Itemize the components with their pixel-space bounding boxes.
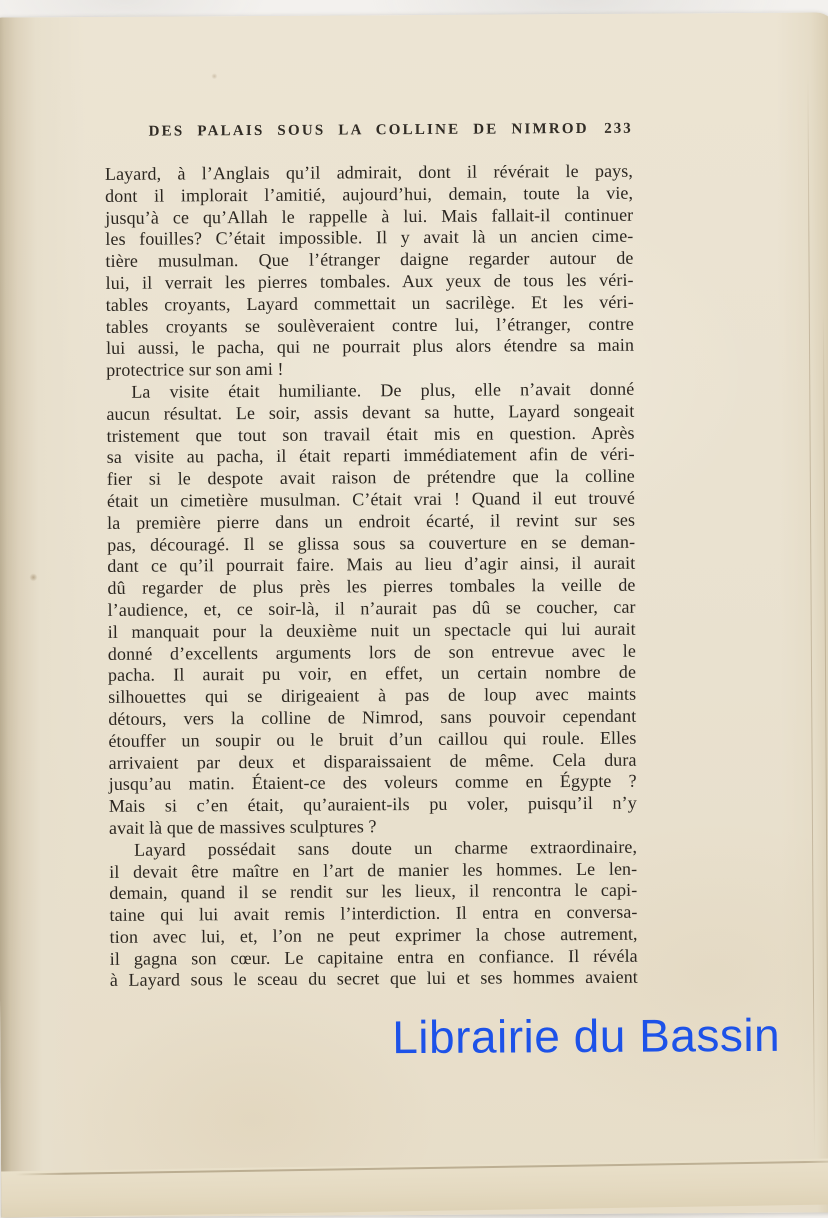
text-line: tière musulman. Que l’étranger daigne regarder autour de xyxy=(105,247,634,272)
text-line: détours, vers la colline de Nimrod, sans pouvoir cependant xyxy=(108,705,637,729)
text-line: jusqu’à ce qu’Allah le rappelle à lui. Mais fallait-il continuer xyxy=(105,204,634,228)
text-line: avait là que de massives sculptures ? xyxy=(108,816,377,838)
text-line: à Layard sous le sceau du secret que lui et ses hommes avaient xyxy=(109,967,638,991)
text-line: était un cimetière musulman. C’était vrai ! Quand il eut trouvé xyxy=(106,487,636,511)
text-line: aucun résultat. Le soir, assis devant sa hutte, Layard songeait xyxy=(106,400,635,424)
text-line: protectrice sur son ami ! xyxy=(106,358,284,381)
watermark-text: Librairie du Bassin xyxy=(392,1008,781,1064)
page-edge-crease xyxy=(807,73,815,1153)
text-line: pas, découragé. Il se glissa sous sa couverture en se deman- xyxy=(107,531,636,555)
text-line: lui aussi, le pacha, qui ne pourrait plus alors étendre sa main xyxy=(105,335,635,359)
text-line: tables croyants, Layard commettait un sacrilège. Et les véri- xyxy=(105,291,634,315)
text-line: La visite était humiliante. De plus, elle n’avait donné xyxy=(131,378,635,402)
text-line: tristement que tout son travail était mis en question. Après xyxy=(106,422,635,446)
body-text xyxy=(105,161,638,992)
text-line: dant ce qu’il pourrait faire. Mais au lieu d’agir ainsi, il aurait xyxy=(107,553,636,577)
text-line: il manquait pour la deuxième nuit un spectacle qui lui aurait xyxy=(107,618,636,642)
text-line: les fouilles? C’était impossible. Il y avait là un ancien cime- xyxy=(105,226,634,250)
text-line: donné d’excellents arguments lors de son entrevue avec le xyxy=(107,640,636,664)
page-edge-crease xyxy=(823,313,828,1193)
text-line: Layard, à l’Anglais qu’il admirait, dont il révérait le pays, xyxy=(104,160,634,184)
running-header xyxy=(105,121,633,146)
book-page xyxy=(0,12,828,1217)
text-line: silhouettes qui se dirigeaient à pas de loup avec maints xyxy=(108,683,637,708)
text-line: demain, quand il se rendit sur les lieux, il rencontra le capi- xyxy=(109,879,638,904)
printed-text-block xyxy=(105,121,638,992)
text-line: Mais si c’en était, qu’auraient-ils pu voler, puisqu’il n’y xyxy=(108,792,637,816)
text-line: pacha. Il aurait pu voir, en effet, un certain nombre de xyxy=(107,661,637,686)
text-line: taine qui lui avait remis l’interdiction. Il entra en conversa- xyxy=(109,901,638,925)
text-line: il gagna son cœur. Le capitaine entra en confiance. Il révéla xyxy=(109,945,638,969)
text-line: fier si le despote avait raison de prétendre que la colline xyxy=(106,465,635,490)
text-line: jusqu’au matin. Étaient-ce des voleurs comme en Égypte ? xyxy=(108,770,637,795)
header-title: DES PALAIS SOUS LA COLLINE DE NIMROD xyxy=(148,120,589,140)
text-line: l’audience, et, ce soir-là, il n’aurait pas dû se coucher, car xyxy=(107,596,636,620)
text-line: étouffer un soupir ou le bruit d’un caillou qui roule. Elles xyxy=(108,727,637,751)
text-line: dû regarder de plus près les pierres tombales la veille de xyxy=(107,574,636,599)
text-line: lui, il verrait les pierres tombales. Aux yeux de tous les véri- xyxy=(105,269,634,293)
text-line: tables croyants se soulèveraient contre lui, l’étranger, contre xyxy=(105,313,634,337)
text-line: arrivaient par deux et disparaissaient de même. Cela dura xyxy=(108,749,637,773)
text-line: dont il implorait l’amitié, aujourd’hui, demain, toute la vie, xyxy=(105,182,634,206)
text-line: Layard possédait sans doute un charme extraordinaire, xyxy=(134,836,638,860)
text-line: tion avec lui, et, l’on ne peut exprimer la chose autrement, xyxy=(109,923,638,947)
text-line: il devait être maître en l’art de manier les hommes. Le len- xyxy=(109,858,638,882)
page-number: 233 xyxy=(604,120,633,137)
text-line: la première pierre dans un endroit écarté, il revint sur ses xyxy=(107,509,636,533)
text-line: sa visite au pacha, il était reparti immédiatement afin de véri- xyxy=(106,444,635,468)
